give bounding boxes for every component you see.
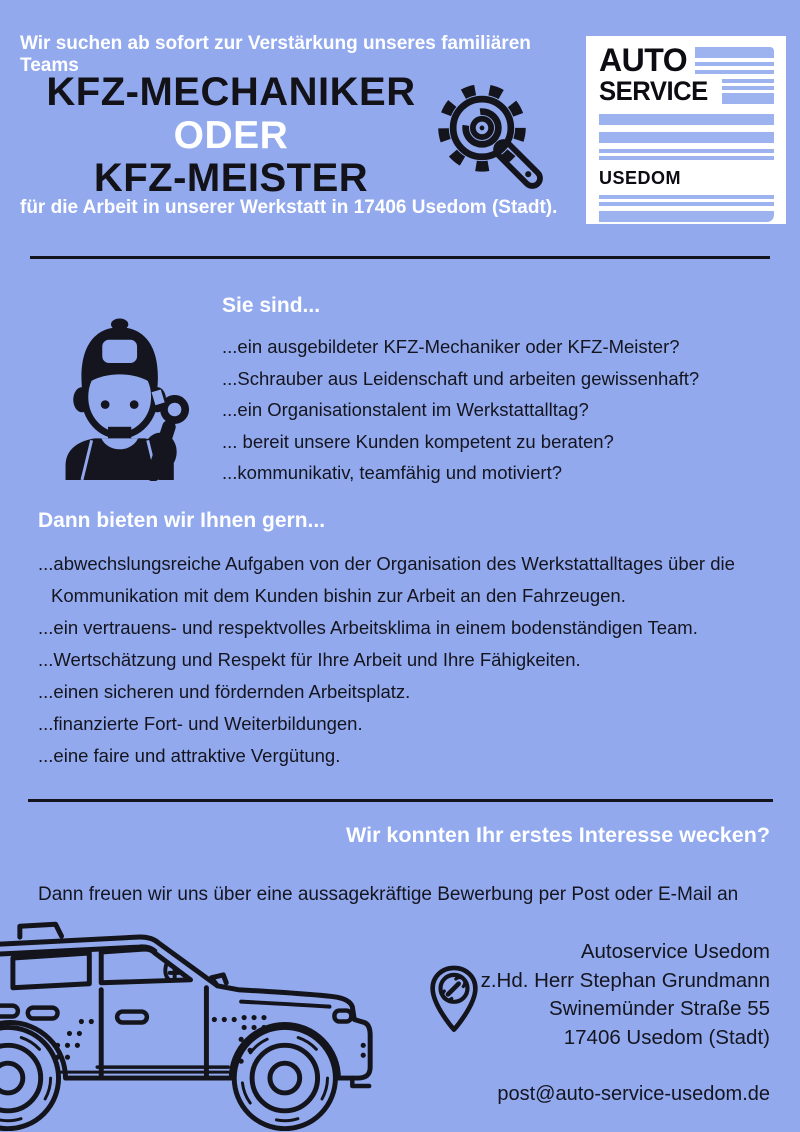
job-title-line2: ODER bbox=[173, 114, 289, 157]
qualification-item: ... bereit unsere Kunden kompetent zu beraten? bbox=[222, 430, 614, 452]
qualifications-section bbox=[222, 294, 792, 489]
job-title-line3: KFZ-MEISTER bbox=[93, 156, 369, 200]
cta-question: Wir konnten Ihr erstes Interesse wecken? bbox=[346, 823, 770, 847]
qualification-item: ...Schrauber aus Leidenschaft und arbeiten gewissenhaft? bbox=[222, 367, 700, 389]
job-title-line1: KFZ-MECHANIKER bbox=[46, 70, 416, 114]
qualification-item: ...ein Organisationstalent im Werkstattalltag? bbox=[222, 399, 589, 420]
qualifications-heading: Sie sind... bbox=[222, 294, 321, 317]
divider-bottom bbox=[28, 799, 773, 802]
job-title bbox=[0, 71, 462, 200]
offer-item: ...abwechslungsreiche Aufgaben von der Organisation des Werkstattalltages über die Kommunikation mit dem Kunden bishin zur Arbeit an den Fahrzeugen. bbox=[38, 553, 735, 606]
logo-text-auto: AUTO bbox=[599, 42, 688, 78]
offer-item: ...eine faire und attraktive Vergütung. bbox=[38, 745, 341, 766]
logo-row-auto bbox=[599, 42, 774, 78]
mechanic-icon bbox=[52, 303, 197, 486]
offer-item: ...finanzierte Fort- und Weiterbildungen. bbox=[38, 713, 363, 734]
offer-item: ...ein vertrauens- und respektvolles Arbeitsklima in einem bodenständigen Team. bbox=[38, 617, 698, 638]
contact-attention: z.Hd. Herr Stephan Grundmann bbox=[480, 968, 770, 992]
qualification-item: ...ein ausgebildeter KFZ-Mechaniker oder KFZ-Meister? bbox=[222, 336, 680, 357]
company-logo bbox=[586, 36, 786, 224]
contact-street: Swinemünder Straße 55 bbox=[548, 997, 770, 1020]
offer-item: ...einen sicheren und fördernden Arbeitsplatz. bbox=[38, 681, 411, 702]
qualification-item: ...kommunikativ, teamfähig und motiviert? bbox=[222, 462, 562, 483]
offers-section bbox=[38, 509, 786, 772]
subtitle-text: für die Arbeit in unserer Werkstatt in 17406 Usedom (Stadt). bbox=[20, 197, 558, 218]
contact-address bbox=[350, 938, 770, 1052]
logo-stripes bbox=[599, 114, 774, 160]
logo-row-service bbox=[599, 78, 774, 105]
contact-company: Autoservice Usedom bbox=[580, 940, 770, 963]
car-icon bbox=[0, 910, 392, 1132]
offers-list bbox=[38, 548, 786, 772]
qualifications-list bbox=[222, 331, 792, 489]
divider-top bbox=[30, 256, 770, 259]
intro-text: Wir suchen ab sofort zur Verstärkung unseres familiären Teams bbox=[20, 33, 531, 76]
contact-email: post@auto-service-usedom.de bbox=[497, 1083, 770, 1105]
logo-text-service: SERVICE bbox=[599, 76, 708, 106]
logo-stripes bbox=[599, 195, 774, 222]
logo-text-usedom: USEDOM bbox=[599, 168, 682, 188]
logo-stripes bbox=[695, 45, 774, 74]
logo-stripes bbox=[722, 78, 774, 104]
offer-item: ...Wertschätzung und Respekt für Ihre Arbeit und Ihre Fähigkeiten. bbox=[38, 649, 581, 670]
cta-instruction: Dann freuen wir uns über eine aussagekräftige Bewerbung per Post oder E-Mail an bbox=[38, 884, 739, 905]
contact-city: 17406 Usedom (Stadt) bbox=[563, 1025, 770, 1049]
gear-wrench-icon bbox=[432, 76, 557, 206]
offers-heading: Dann bieten wir Ihnen gern... bbox=[38, 509, 326, 532]
